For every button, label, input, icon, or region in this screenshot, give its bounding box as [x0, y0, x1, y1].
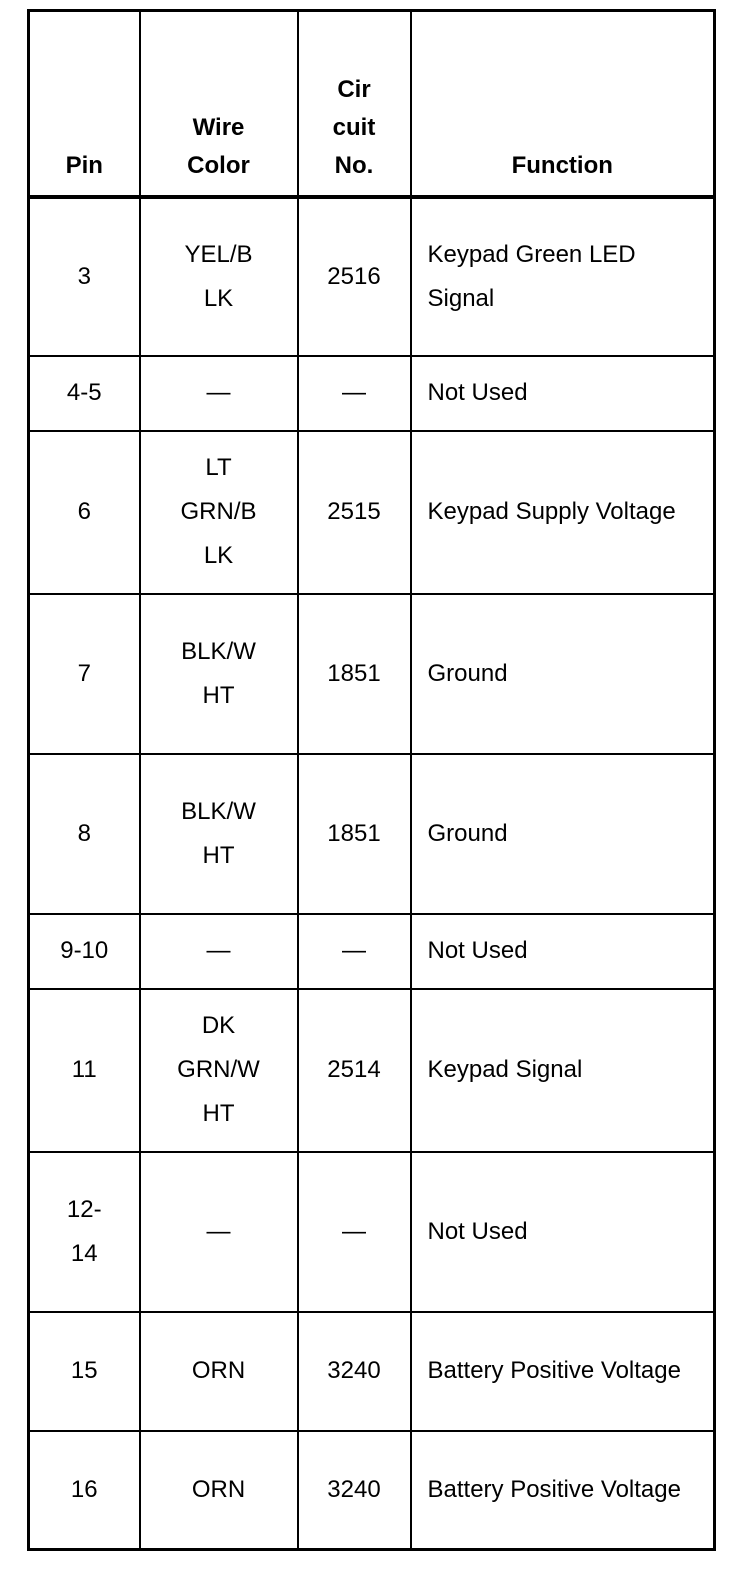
circuit-no-cell: 2516: [298, 197, 411, 356]
wire-color-cell: LT GRN/B LK: [140, 431, 298, 594]
table-row: [29, 594, 715, 754]
header-function: Function: [411, 11, 715, 197]
pin-table: [27, 9, 716, 1551]
function-cell: Battery Positive Voltage: [411, 1312, 715, 1431]
pin-cell: 15: [29, 1312, 140, 1431]
pin-cell: 12- 14: [29, 1152, 140, 1312]
circuit-no-cell: 1851: [298, 594, 411, 754]
wire-color-cell: BLK/W HT: [140, 594, 298, 754]
pin-cell: 7: [29, 594, 140, 754]
table-body: [29, 197, 715, 1550]
function-cell: Ground: [411, 594, 715, 754]
wire-color-cell: —: [140, 1152, 298, 1312]
table-row: [29, 1431, 715, 1550]
function-cell: Ground: [411, 754, 715, 914]
wire-color-cell: —: [140, 356, 298, 431]
circuit-no-cell: —: [298, 1152, 411, 1312]
table-row: [29, 356, 715, 431]
function-cell: Keypad Green LED Signal: [411, 197, 715, 356]
pin-cell: 16: [29, 1431, 140, 1550]
header-wire-color: Wire Color: [140, 11, 298, 197]
wire-color-cell: —: [140, 914, 298, 989]
circuit-no-cell: 2514: [298, 989, 411, 1152]
table-row: [29, 431, 715, 594]
circuit-no-cell: 3240: [298, 1431, 411, 1550]
function-cell: Not Used: [411, 914, 715, 989]
circuit-no-cell: 2515: [298, 431, 411, 594]
table-row: [29, 754, 715, 914]
pin-cell: 4-5: [29, 356, 140, 431]
header-circuit-no: Cir cuit No.: [298, 11, 411, 197]
pin-cell: 3: [29, 197, 140, 356]
wire-color-cell: ORN: [140, 1431, 298, 1550]
table-row: [29, 1312, 715, 1431]
pin-cell: 6: [29, 431, 140, 594]
pin-cell: 8: [29, 754, 140, 914]
table-row: [29, 989, 715, 1152]
wire-color-cell: DK GRN/W HT: [140, 989, 298, 1152]
function-cell: Not Used: [411, 356, 715, 431]
circuit-no-cell: 3240: [298, 1312, 411, 1431]
pin-cell: 9-10: [29, 914, 140, 989]
function-cell: Not Used: [411, 1152, 715, 1312]
header-row: [29, 11, 715, 197]
pin-cell: 11: [29, 989, 140, 1152]
table-row: [29, 197, 715, 356]
wire-color-cell: YEL/B LK: [140, 197, 298, 356]
wire-color-cell: BLK/W HT: [140, 754, 298, 914]
table-header: [29, 11, 715, 197]
table-row: [29, 914, 715, 989]
circuit-no-cell: —: [298, 914, 411, 989]
function-cell: Keypad Supply Voltage: [411, 431, 715, 594]
function-cell: Keypad Signal: [411, 989, 715, 1152]
function-cell: Battery Positive Voltage: [411, 1431, 715, 1550]
wire-color-cell: ORN: [140, 1312, 298, 1431]
table-row: [29, 1152, 715, 1312]
circuit-no-cell: —: [298, 356, 411, 431]
header-pin: Pin: [29, 11, 140, 197]
circuit-no-cell: 1851: [298, 754, 411, 914]
